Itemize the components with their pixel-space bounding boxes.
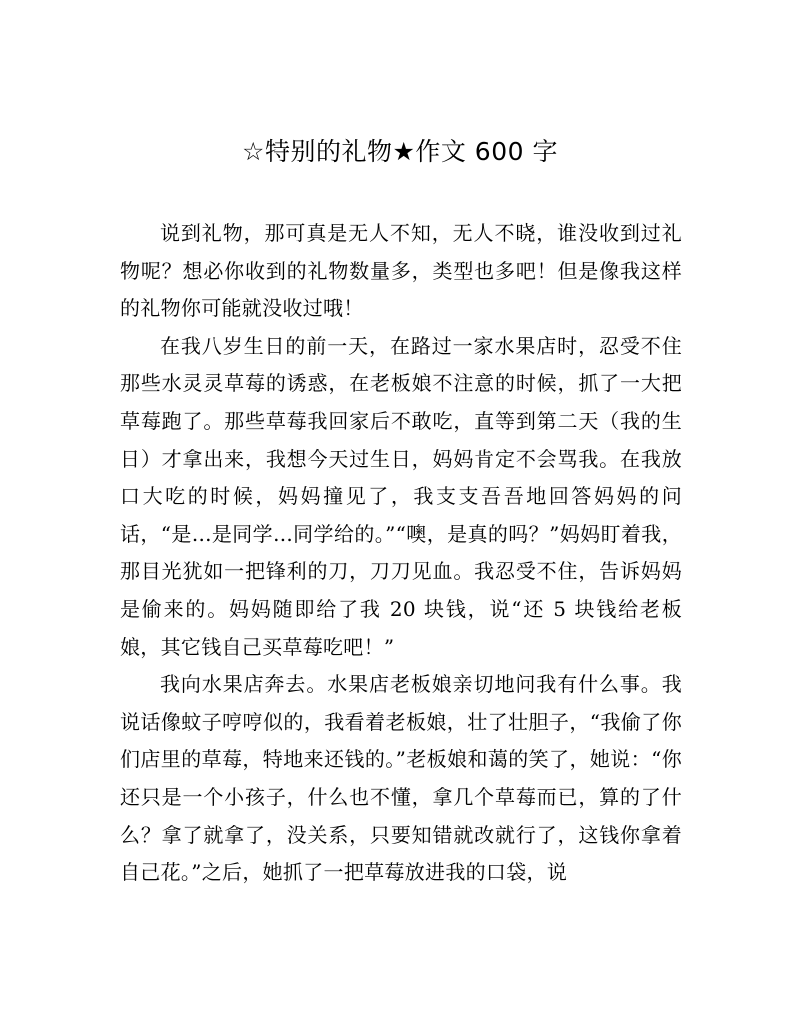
paragraph-1: 说到礼物，那可真是无人不知，无人不晓，谁没收到过礼物呢？想必你收到的礼物数量多，类型也多吧！但是像我这样的礼物你可能就没收过哦！	[120, 221, 682, 321]
paragraph-3: 我向水果店奔去。水果店老板娘亲切地问我有什么事。我说话像蚊子哼哼似的，我看着老板娘，壮了壮胆子，“我偷了你们店里的草莓，特地来还钱的。”老板娘和蔼的笑了，她说：“你还只是一个小孩子，什么也不懂，拿几个草莓而已，算的了什么？拿了就拿了，没关系，只要知错就改就行了，这钱你拿着自己花。”之后，她抓了一把草莓放进我的口袋，说	[120, 672, 682, 885]
document-body	[120, 215, 682, 892]
paragraph-2: 在我八岁生日的前一天，在路过一家水果店时，忍受不住那些水灵灵草莓的诱惑，在老板娘不注意的时候，抓了一大把草莓跑了。那些草莓我回家后不敢吃，直等到第二天（我的生日）才拿出来，我想今天过生日，妈妈肯定不会骂我。在我放口大吃的时候，妈妈撞见了，我支支吾吾地回答妈妈的问话，“是...是同学...同学给的。”“噢，是真的吗？”妈妈盯着我，那目光犹如一把锋利的刀，刀刀见血。我忍受不住，告诉妈妈是偷来的。妈妈随即给了我 20 块钱，说“还 5 块钱给老板娘，其它钱自己买草莓吃吧！”	[120, 333, 682, 659]
document-title: ☆特别的礼物★作文 600 字	[242, 137, 558, 166]
